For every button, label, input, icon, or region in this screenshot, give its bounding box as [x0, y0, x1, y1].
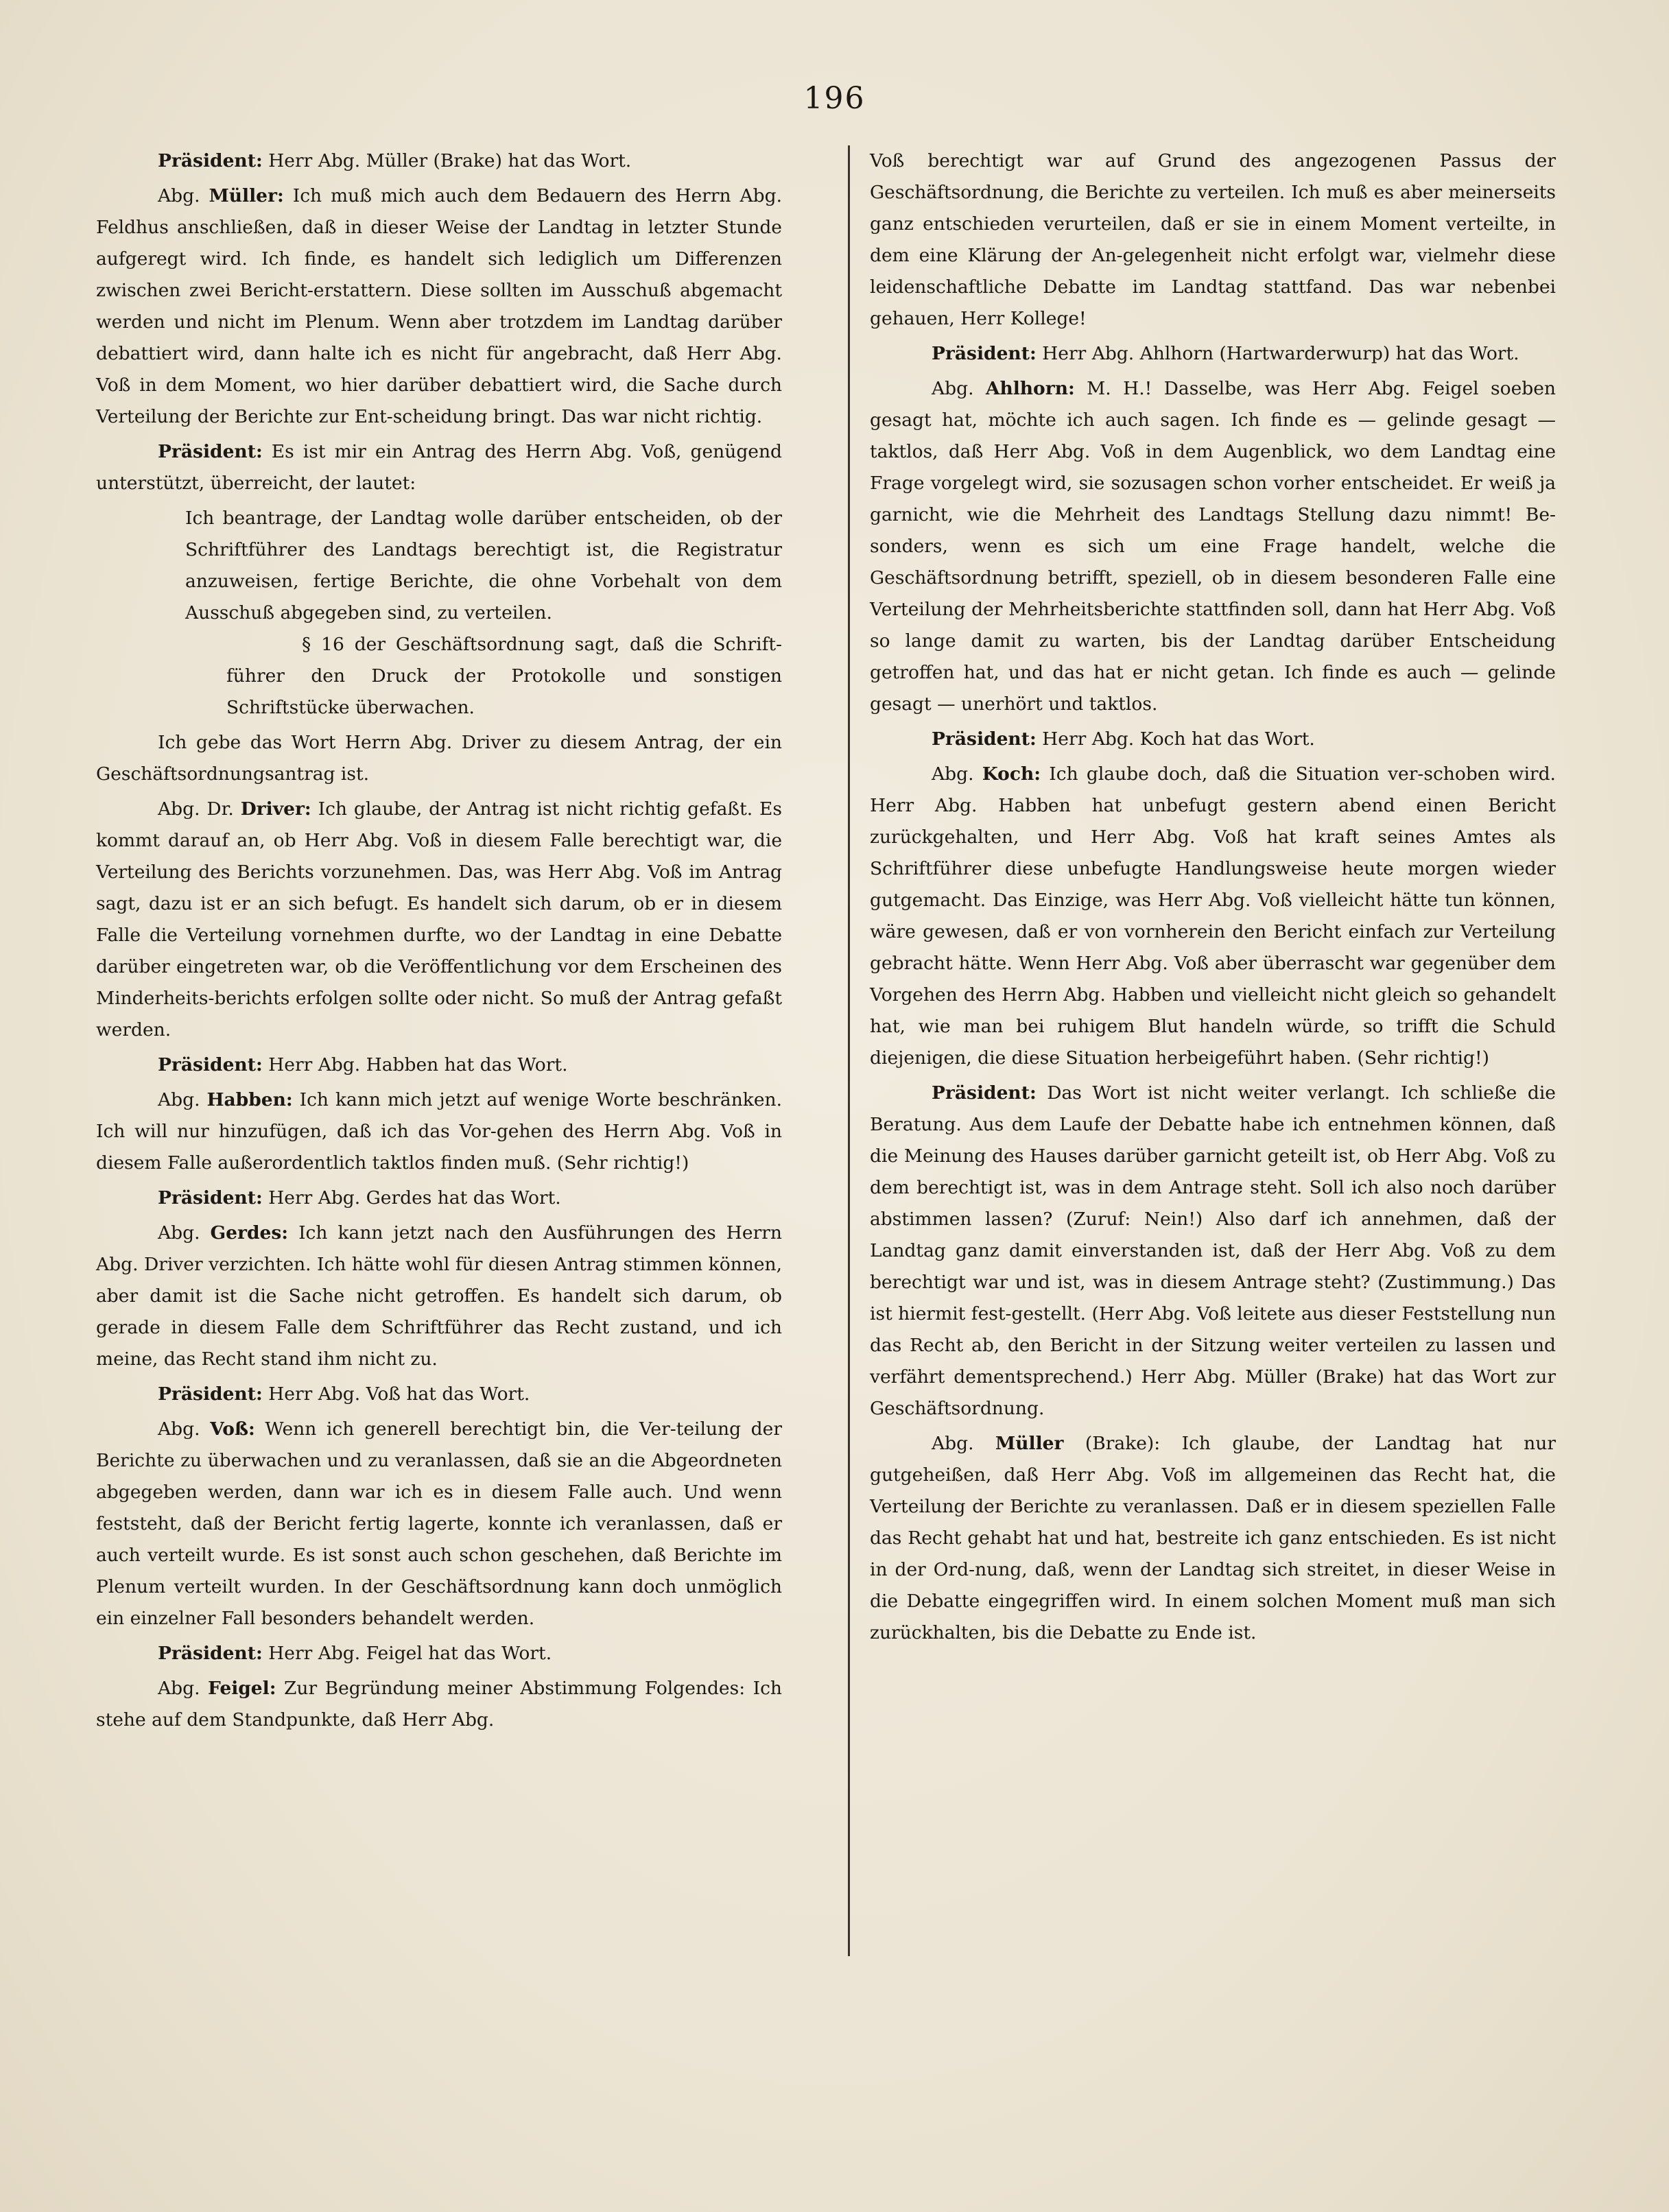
speaker-name: Müller:: [209, 185, 284, 206]
page-number: 196: [803, 81, 866, 116]
speaker-prefix: Abg.: [158, 1089, 207, 1110]
column-divider: [848, 145, 850, 1956]
paragraph-text: Zur Begründung meiner Abstimmung Folgendes: Ich stehe auf dem Standpunkte, daß Herr Abg.: [96, 1678, 782, 1731]
paragraph-text: Ich muß mich auch dem Bedauern des Herrn Abg. Feldhus anschließen, daß in dieser Weise der Landtag in letzter Stunde aufgeregt wird. Ich finde, es handelt sich lediglich um Differenzen zwischen zwei Bericht-erstattern. Diese sollten im Ausschuß abgemacht werden und nicht im Plenum. Wenn aber trotzdem im Landtag darüber debattiert wird, dann halte ich es nicht für angebracht, daß Herr Abg. Voß in dem Moment, wo hier darüber debattiert wird, die Sache durch Verteilung der Berichte zur Ent-scheidung bringt. Das war nicht richtig.: [96, 185, 782, 427]
paragraph-text: Es ist mir ein Antrag des Herrn Abg. Voß, genügend unterstützt, überreicht, der lautet:: [96, 441, 782, 494]
left-column: [96, 145, 782, 1739]
paragraph-text: Herr Abg. Feigel hat das Wort.: [262, 1643, 552, 1664]
paragraph-text: (Brake): Ich glaube, der Landtag hat nur gutgeheißen, daß Herr Abg. Voß im allgemeinen das Recht hat, die Verteilung der Berichte zu veranlassen. Daß er in diesem speziellen Falle das Recht gehabt hat und hat, bestreite ich ganz entschieden. Es ist nicht in der Ord-nung, daß, wenn der Landtag sich streitet, in dieser Weise in die Debatte eingegriffen wird. In einem solchen Moment muß man sich zurückhalten, bis die Debatte zu Ende ist.: [870, 1433, 1556, 1643]
right-column: [870, 145, 1556, 1652]
speaker-name: Ahlhorn:: [985, 378, 1075, 399]
speaker-prefix: Abg.: [158, 1222, 211, 1244]
paragraph-text: Ich glaube, der Antrag ist nicht richtig gefaßt. Es kommt darauf an, ob Herr Abg. Voß in diesem Falle berechtigt war, die Verteilung des Berichts vorzunehmen. Das, was Herr Abg. Voß im Antrag sagt, dazu ist er an sich befugt. Es handelt sich darum, ob er in diesem Falle die Verteilung vornehmen durfte, wo der Landtag in eine Debatte darüber eingetreten war, ob die Veröffentlichung vor dem Erscheinen des Minderheits-berichts erfolgen sollte oder nicht. So muß der Antrag gefaßt werden.: [96, 798, 782, 1040]
speaker-name: Präsident:: [158, 1187, 263, 1209]
paragraph-text: § 16 der Geschäftsordnung sagt, daß die Schrift-führer den Druck der Protokolle und sonstigen Schriftstücke überwachen.: [226, 634, 782, 718]
speaker-prefix: Abg. Dr.: [158, 798, 241, 820]
speech-paragraph: [870, 759, 1556, 1074]
speaker-name: Präsident:: [158, 150, 263, 171]
speaker-prefix: Abg.: [158, 1678, 208, 1699]
paragraph-text: Voß berechtigt war auf Grund des angezogenen Passus der Geschäftsordnung, die Berichte zu verteilen. Ich muß es aber meinerseits ganz entschieden verurteilen, daß er sie in einem Moment verteilte, in dem eine Klärung der An-gelegenheit nicht erfolgt war, vielmehr diese leidenschaftliche Debatte im Landtag stattfand. Das war nebenbei gehauen, Herr Kollege!: [870, 150, 1556, 329]
speaker-name: Driver:: [240, 798, 311, 820]
president-statement: [96, 1182, 782, 1214]
speech-paragraph: [96, 180, 782, 433]
speaker-prefix: Abg.: [932, 378, 986, 399]
speaker-name: Präsident:: [158, 1054, 263, 1075]
speech-paragraph: [96, 794, 782, 1046]
speech-paragraph: [870, 373, 1556, 720]
president-statement: [870, 338, 1556, 370]
speech-paragraph: [870, 1428, 1556, 1649]
president-statement: [96, 1049, 782, 1081]
speaker-name: Präsident:: [932, 728, 1037, 750]
speaker-name: Präsident:: [158, 1383, 263, 1405]
speaker-name: Gerdes:: [210, 1222, 289, 1244]
speaker-prefix: Abg.: [158, 1418, 211, 1440]
speech-paragraph: [96, 1673, 782, 1736]
speaker-name: Präsident:: [932, 343, 1037, 364]
speaker-prefix: Abg.: [932, 1433, 995, 1454]
paragraph-text: Das Wort ist nicht weiter verlangt. Ich schließe die Beratung. Aus dem Laufe der Debatte habe ich entnehmen können, daß die Meinung des Hauses darüber garnicht geteilt ist, ob Herr Abg. Voß zu dem berechtigt ist, was in dem Antrage steht. Soll ich also noch darüber abstimmen lassen? (Zuruf: Nein!) Also darf ich annehmen, daß der Landtag ganz damit einverstanden ist, daß der Herr Abg. Voß zu dem berechtigt war und ist, was in diesem Antrage steht? (Zustimmung.) Das ist hiermit fest-gestellt. (Herr Abg. Voß leitete aus dieser Feststellung nun das Recht ab, den Bericht in der Sitzung weiter verteilen zu lassen und verfährt dementsprechend.) Herr Abg. Müller (Brake) hat das Wort zur Geschäftsordnung.: [870, 1082, 1556, 1419]
motion-quote: [226, 629, 782, 724]
speaker-name: Präsident:: [932, 1082, 1037, 1104]
paragraph-text: Herr Abg. Gerdes hat das Wort.: [262, 1187, 561, 1209]
paragraph-text: Ich beantrage, der Landtag wolle darüber entscheiden, ob der Schriftführer des Landtags berechtigt ist, die Registratur anzuweisen, fertige Berichte, die ohne Vorbehalt von dem Ausschuß abgegeben sind, zu verteilen.: [185, 508, 782, 623]
speaker-name: Feigel:: [207, 1678, 276, 1699]
paragraph-text: M. H.! Dasselbe, was Herr Abg. Feigel soeben gesagt hat, möchte ich auch sagen. Ich finde es — gelinde gesagt — taktlos, daß Herr Abg. Voß in dem Augenblick, wo dem Landtag eine Frage vorgelegt wird, sie sozusagen schon vorher entscheidet. Er weiß ja garnicht, wie die Mehrheit des Landtags Stellung dazu nimmt! Be-sonders, wenn es sich um eine Frage handelt, welche die Geschäftsordnung betrifft, speziell, ob in diesem besonderen Falle eine Verteilung der Mehrheitsberichte stattfinden soll, dann hat Herr Abg. Voß so lange damit zu warten, bis der Landtag darüber Entscheidung getroffen hat, und das hat er nicht getan. Ich finde es auch — gelinde gesagt — unerhört und taktlos.: [870, 378, 1556, 715]
speaker-name: Präsident:: [158, 1643, 263, 1664]
paragraph-text: Herr Abg. Koch hat das Wort.: [1036, 728, 1315, 750]
paragraph-text: Herr Abg. Habben hat das Wort.: [262, 1054, 568, 1075]
speech-paragraph: [96, 1414, 782, 1634]
paragraph-text: Ich kann mich jetzt auf wenige Worte beschränken. Ich will nur hinzufügen, daß ich das Vor-gehen des Herrn Abg. Voß in diesem Falle außerordentlich taktlos finden muß. (Sehr richtig!): [96, 1089, 782, 1174]
text-paragraph: [870, 145, 1556, 335]
paragraph-text: Wenn ich generell berechtigt bin, die Ver-teilung der Berichte zu überwachen und zu veranlassen, daß sie an die Abgeordneten abgegeben werden, dann war ich es in diesem Falle auch. Und wenn feststeht, daß der Bericht fertig lagerte, konnte ich veranlassen, daß er auch verteilt wurde. Es ist sonst auch schon geschehen, daß Berichte im Plenum verteilt wurden. In der Geschäftsordnung kann doch unmöglich ein einzelner Fall besonders behandelt werden.: [96, 1418, 782, 1629]
paragraph-text: Ich kann jetzt nach den Ausführungen des Herrn Abg. Driver verzichten. Ich hätte wohl für diesen Antrag stimmen können, aber damit ist die Sache nicht getroffen. Es handelt sich darum, ob gerade in diesem Falle dem Schriftführer das Recht zustand, und ich meine, das Recht stand ihm nicht zu.: [96, 1222, 782, 1370]
president-statement: [870, 1078, 1556, 1425]
paragraph-text: Herr Abg. Müller (Brake) hat das Wort.: [262, 150, 632, 171]
speaker-name: Koch:: [982, 763, 1041, 785]
paragraph-text: Ich gebe das Wort Herrn Abg. Driver zu diesem Antrag, der ein Geschäftsordnungsantrag ist.: [96, 732, 782, 785]
text-paragraph: [96, 727, 782, 790]
paragraph-text: Ich glaube doch, daß die Situation ver-schoben wird. Herr Abg. Habben hat unbefugt gestern abend einen Bericht zurückgehalten, und Herr Abg. Voß hat kraft seines Amtes als Schriftführer diese unbefugte Handlungsweise heute morgen wieder gutgemacht. Das Einzige, was Herr Abg. Voß vielleicht hätte tun können, wäre gewesen, daß er von vornherein den Bericht einfach zur Verteilung gebracht hätte. Wenn Herr Abg. Voß aber überrascht war gegenüber dem Vorgehen des Herrn Abg. Habben und vielleicht nicht gleich so gehandelt hat, wie man bei ruhigem Blut handeln würde, so trifft die Schuld diejenigen, die diese Situation herbeigeführt haben. (Sehr richtig!): [870, 763, 1556, 1069]
speaker-name: Präsident:: [158, 441, 263, 462]
speaker-prefix: Abg.: [158, 185, 209, 206]
motion-quote: [185, 503, 782, 629]
president-statement: [870, 724, 1556, 755]
speech-paragraph: [96, 1084, 782, 1179]
president-statement: [96, 145, 782, 177]
speaker-name: Voß:: [210, 1418, 255, 1440]
paragraph-text: Herr Abg. Ahlhorn (Hartwarderwurp) hat das Wort.: [1036, 343, 1519, 364]
president-statement: [96, 436, 782, 499]
speaker-name: Habben:: [206, 1089, 293, 1110]
paragraph-text: Herr Abg. Voß hat das Wort.: [262, 1383, 530, 1405]
speech-paragraph: [96, 1217, 782, 1375]
president-statement: [96, 1379, 782, 1410]
speaker-name: Müller: [995, 1433, 1064, 1454]
president-statement: [96, 1638, 782, 1669]
speaker-prefix: Abg.: [932, 763, 982, 785]
